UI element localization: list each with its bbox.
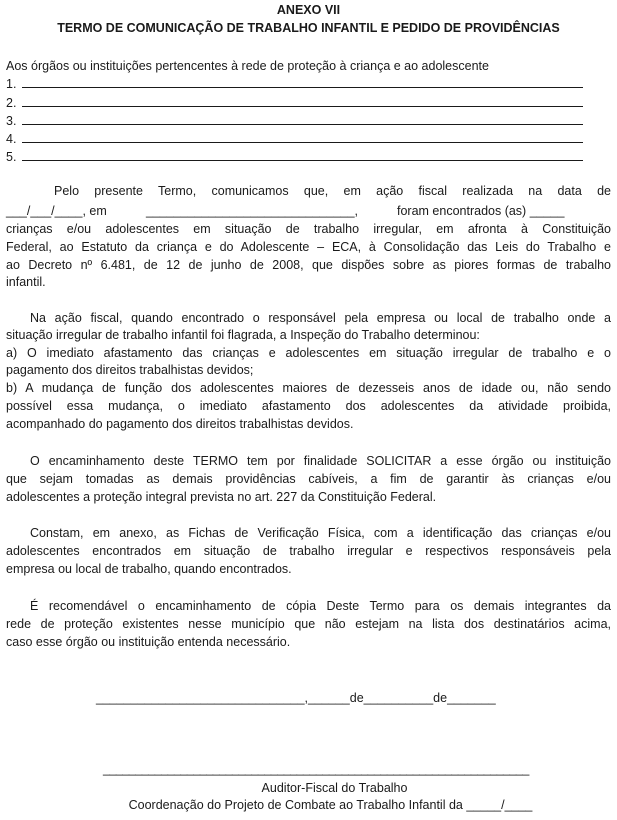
recipient-blank-line xyxy=(22,124,583,125)
recipient-number: 3. xyxy=(6,114,17,128)
recipient-blank-line xyxy=(22,87,583,88)
paragraph-line: Na ação fiscal, quando encontrado o responsável pela empresa ou local de trabalho onde a xyxy=(30,311,611,325)
paragraph-line: situação irregular de trabalho infantil foi flagrada, a Inspeção do Trabalho determinou: xyxy=(6,328,480,342)
paragraph-line: O encaminhamento deste TERMO tem por finalidade SOLICITAR a esse órgão ou instituição xyxy=(30,454,611,468)
item-b-cont: possível essa mudança, o imediato afastamento dos adolescentes da atividade proibida, xyxy=(6,399,611,413)
signature-line: __________________________________________________________________ xyxy=(103,762,529,776)
recipient-number: 4. xyxy=(6,132,17,146)
signer-coordination: Coordenação do Projeto de Combate ao Trabalho Infantil da _____/____ xyxy=(128,798,533,812)
paragraph-line: adolescentes a proteção integral prevista no art. 227 da Constituição Federal. xyxy=(6,490,437,504)
paragraph-line: adolescentes encontrados em situação de trabalho irregular e respectivos responsáveis pela xyxy=(6,544,611,558)
item-a-cont: pagamento dos direitos trabalhistas devidos; xyxy=(6,363,254,377)
paragraph-line: crianças e/ou adolescentes em situação de trabalho irregular, em afronta à Constituição xyxy=(6,222,611,236)
paragraph-line: infantil. xyxy=(6,275,46,289)
recipients-intro: Aos órgãos ou instituições pertencentes à rede de proteção à criança e ao adolescente xyxy=(6,59,489,73)
paragraph-line: Pelo presente Termo, comunicamos que, em ação fiscal realizada na data de xyxy=(54,184,611,198)
place-date-line: ______________________________,______de__________de_______ xyxy=(96,691,496,705)
item-b: b) A mudança de função dos adolescentes maiores de dezesseis anos de idade ou, não sendo xyxy=(6,381,611,395)
signer-role: Auditor-Fiscal do Trabalho xyxy=(261,781,408,795)
item-b-cont: acompanhado do pagamento dos direitos trabalhistas devidos. xyxy=(6,417,354,431)
paragraph-line: Federal, ao Estatuto da criança e do Adolescente – ECA, à Consolidação das Leis do Trabalho e xyxy=(6,240,611,254)
paragraph-line: ao Decreto nº 6.481, de 12 de junho de 2008, que dispões sobre as piores formas de trabalho xyxy=(6,258,611,272)
recipient-number: 5. xyxy=(6,150,17,164)
recipient-blank-line xyxy=(22,160,583,161)
paragraph-line: caso esse órgão ou instituição entenda necessário. xyxy=(6,635,291,649)
item-a: a) O imediato afastamento das crianças e adolescentes em situação irregular de trabalho e o xyxy=(6,346,611,360)
recipient-blank-line xyxy=(22,106,583,107)
recipient-number: 1. xyxy=(6,77,17,91)
recipient-number: 2. xyxy=(6,96,17,110)
recipient-blank-line xyxy=(22,142,583,143)
paragraph-line: que sejam tomadas as demais providências cabíveis, a fim de garantir às crianças e/ou xyxy=(6,472,611,486)
paragraph-line: Constam, em anexo, as Fichas de Verificação Física, com a identificação das crianças e/ou xyxy=(30,526,611,540)
document-title: TERMO DE COMUNICAÇÃO DE TRABALHO INFANTIL E PEDIDO DE PROVIDÊNCIAS xyxy=(57,21,560,35)
place-field: ______________________________, xyxy=(146,204,359,218)
paragraph-line: rede de proteção existentes nesse município que não estejam na lista dos destinatários acima, xyxy=(6,617,611,631)
annex-label: ANEXO VII xyxy=(276,3,341,17)
count-field: foram encontrados (as) _____ xyxy=(397,204,565,218)
paragraph-line: empresa ou local de trabalho, quando encontrados. xyxy=(6,562,292,576)
date-field: ___/___/____, em xyxy=(6,204,107,218)
paragraph-line: É recomendável o encaminhamento de cópia Deste Termo para os demais integrantes da xyxy=(30,599,611,613)
